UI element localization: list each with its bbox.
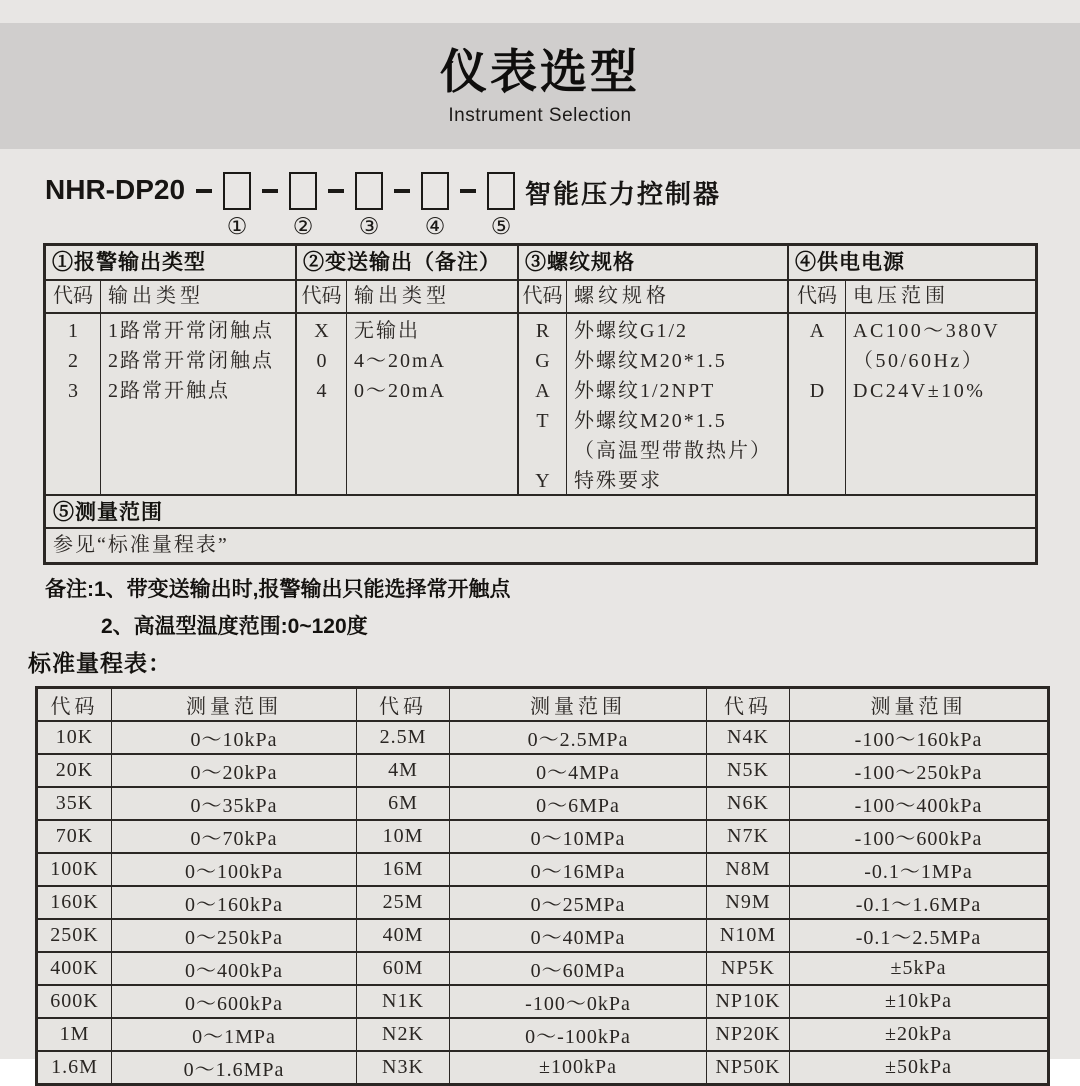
- range-value-cell: 0～4MPa: [450, 754, 707, 787]
- option-value: 0～20mA: [354, 380, 446, 402]
- range-value-cell: 0～160kPa: [112, 886, 357, 919]
- range-code-cell: 4M: [357, 754, 450, 787]
- option-value: 无输出: [354, 320, 420, 342]
- dash-separator: [262, 189, 278, 193]
- dash-separator: [460, 189, 476, 193]
- range-code-cell: 70K: [37, 820, 112, 853]
- code-value: R: [535, 320, 550, 342]
- value-header: 电压范围: [853, 285, 949, 307]
- range-value-cell: 0～60MPa: [450, 952, 707, 985]
- model-slot-4: [421, 172, 449, 240]
- range-code-cell: 1M: [37, 1018, 112, 1051]
- range-table-title: 标准量程表：: [28, 650, 172, 676]
- range-code-cell: 160K: [37, 886, 112, 919]
- option-body-row: [46, 314, 1035, 496]
- code-header: 代码: [46, 281, 101, 312]
- range-value-cell: 0～16MPa: [450, 853, 707, 886]
- range-value-cell: 0～100kPa: [112, 853, 357, 886]
- range-code-cell: 40M: [357, 919, 450, 952]
- range-value-cell: ±20kPa: [790, 1018, 1049, 1051]
- dash-separator: [328, 189, 344, 193]
- range-value-cell: 0～600kPa: [112, 985, 357, 1018]
- option-value: 特殊要求: [574, 470, 662, 492]
- range-code-cell: N5K: [707, 754, 790, 787]
- range-value-cell: 0～40MPa: [450, 919, 707, 952]
- range-code-cell: 25M: [357, 886, 450, 919]
- code-header: 代码: [519, 281, 567, 312]
- model-slot-1: [223, 172, 251, 240]
- range-code-cell: 400K: [37, 952, 112, 985]
- code-value: D: [809, 380, 825, 402]
- position-label-5: ⑤: [490, 214, 512, 239]
- thread-code-column: [519, 314, 567, 494]
- option-value: （50/60Hz）: [853, 350, 985, 372]
- table-row: [37, 1018, 1049, 1051]
- code-box-2: [289, 172, 317, 210]
- range-value-cell: 0～10MPa: [450, 820, 707, 853]
- range-value-cell: 0～25MPa: [450, 886, 707, 919]
- range-code-cell: NP5K: [707, 952, 790, 985]
- range-code-cell: NP50K: [707, 1051, 790, 1085]
- range-code-cell: N3K: [357, 1051, 450, 1085]
- model-slot-2: [289, 172, 317, 240]
- section-title-row: [46, 246, 1035, 281]
- code-value: A: [535, 380, 550, 402]
- table-row: [37, 787, 1049, 820]
- thread-value-column: [567, 314, 789, 494]
- table-row: [37, 919, 1049, 952]
- option-value: 2路常开触点: [108, 380, 230, 402]
- range-code-cell: N2K: [357, 1018, 450, 1051]
- range-code-cell: N10M: [707, 919, 790, 952]
- range-code-cell: 16M: [357, 853, 450, 886]
- model-slot-3: [355, 172, 383, 240]
- range-value-cell: 0～1MPa: [112, 1018, 357, 1051]
- option-value: 外螺纹1/2NPT: [574, 380, 716, 402]
- range-code-cell: N7K: [707, 820, 790, 853]
- power-code-column: [789, 314, 846, 494]
- table-row: [37, 853, 1049, 886]
- code-value: 1: [68, 320, 78, 342]
- table-row: [37, 820, 1049, 853]
- table-row: [37, 721, 1049, 754]
- model-prefix: NHR-DP20: [45, 174, 186, 205]
- code-box-3: [355, 172, 383, 210]
- section-title-power-supply: ④供电电源: [795, 251, 905, 274]
- value-header: 螺纹规格: [567, 281, 789, 312]
- range-value-cell: 0～250kPa: [112, 919, 357, 952]
- range-value-cell: -100～160kPa: [790, 721, 1049, 754]
- option-value: 2路常开常闭触点: [108, 350, 274, 372]
- position-label-1: ①: [226, 214, 248, 239]
- section-title-thread-spec: ③螺纹规格: [519, 246, 789, 279]
- remark-line-1: 备注:1、带变送输出时,报警输出只能选择常开触点: [45, 578, 511, 601]
- range-code-cell: 10M: [357, 820, 450, 853]
- table-row: [37, 1051, 1049, 1085]
- range-table-body: [37, 721, 1049, 1085]
- range-code-cell: N8M: [707, 853, 790, 886]
- range-code-cell: NP10K: [707, 985, 790, 1018]
- code-value: 4: [316, 380, 327, 402]
- position-label-3: ③: [358, 214, 380, 239]
- table-row: [37, 952, 1049, 985]
- alarm-value-column: [101, 314, 297, 494]
- option-value: 外螺纹G1/2: [574, 320, 688, 342]
- range-value-cell: 0～70kPa: [112, 820, 357, 853]
- range-value-cell: -100～600kPa: [790, 820, 1049, 853]
- model-code-line: [45, 172, 721, 240]
- option-value: 1路常开常闭触点: [108, 320, 274, 342]
- range-code-cell: N1K: [357, 985, 450, 1018]
- range-value-cell: ±100kPa: [450, 1051, 707, 1085]
- dash-separator: [394, 189, 410, 193]
- code-header: 代码: [789, 281, 846, 312]
- range-value-cell: 0～35kPa: [112, 787, 357, 820]
- option-value: 外螺纹M20*1.5: [574, 350, 727, 372]
- range-value-cell: 0～1.6MPa: [112, 1051, 357, 1085]
- column-header-row: [46, 281, 1035, 314]
- selection-table: [43, 243, 1038, 565]
- option-value: DC24V±10%: [853, 380, 986, 402]
- code-box-4: [421, 172, 449, 210]
- dash-separator: [196, 189, 212, 193]
- range-code-cell: N6K: [707, 787, 790, 820]
- code-value: [519, 436, 566, 466]
- col-header-range: 测量范围: [790, 688, 1049, 722]
- range-value-cell: -100～400kPa: [790, 787, 1049, 820]
- code-value: 3: [68, 380, 78, 402]
- range-value-cell: -0.1～1MPa: [790, 853, 1049, 886]
- code-value: 0: [316, 350, 327, 372]
- page-title: 仪表选型: [440, 45, 640, 98]
- range-code-cell: 250K: [37, 919, 112, 952]
- alarm-code-column: [46, 314, 101, 494]
- table-row: [37, 754, 1049, 787]
- standard-range-table: [35, 686, 1050, 1086]
- range-value-cell: -0.1～1.6MPa: [790, 886, 1049, 919]
- range-value-cell: 0～10kPa: [112, 721, 357, 754]
- measure-range-note: 参见“标准量程表”: [53, 534, 229, 556]
- code-value: Y: [535, 470, 550, 492]
- table-row: [37, 985, 1049, 1018]
- value-header: 输出类型: [101, 281, 297, 312]
- range-value-cell: ±10kPa: [790, 985, 1049, 1018]
- transmitter-value-column: [347, 314, 519, 494]
- code-header: 代码: [297, 281, 347, 312]
- header-band: [0, 23, 1080, 149]
- code-value: T: [536, 410, 549, 432]
- range-value-cell: 0～2.5MPa: [450, 721, 707, 754]
- model-product-name: 智能压力控制器: [525, 179, 722, 209]
- range-code-cell: NP20K: [707, 1018, 790, 1051]
- measure-range-row: ⑤测量范围: [46, 496, 1035, 529]
- code-value: A: [809, 320, 825, 342]
- range-value-cell: 0～400kPa: [112, 952, 357, 985]
- value-header: 输出类型: [347, 281, 519, 312]
- range-code-cell: 100K: [37, 853, 112, 886]
- range-code-cell: 20K: [37, 754, 112, 787]
- code-value: X: [314, 320, 329, 342]
- range-value-cell: 0～20kPa: [112, 754, 357, 787]
- range-code-cell: 35K: [37, 787, 112, 820]
- section-title-alarm-output: ①报警输出类型: [46, 246, 297, 279]
- code-box-5: [487, 172, 515, 210]
- col-header-range: 测量范围: [450, 688, 707, 722]
- col-header-code: 代码: [357, 688, 450, 722]
- option-value: 外螺纹M20*1.5: [574, 410, 727, 432]
- col-header-code: 代码: [37, 688, 112, 722]
- range-value-cell: 0～6MPa: [450, 787, 707, 820]
- col-header-code: 代码: [707, 688, 790, 722]
- range-code-cell: 600K: [37, 985, 112, 1018]
- range-code-cell: 6M: [357, 787, 450, 820]
- range-code-cell: 60M: [357, 952, 450, 985]
- code-box-1: [223, 172, 251, 210]
- col-header-range: 测量范围: [112, 688, 357, 722]
- range-code-cell: 2.5M: [357, 721, 450, 754]
- remark-line-2: 2、高温型温度范围:0~120度: [101, 615, 368, 638]
- range-value-cell: ±5kPa: [790, 952, 1049, 985]
- position-label-4: ④: [424, 214, 446, 239]
- range-value-cell: 0～-100kPa: [450, 1018, 707, 1051]
- range-code-cell: 10K: [37, 721, 112, 754]
- section-title-transmitter-output: ②变送输出（备注）: [297, 246, 519, 279]
- option-value: AC100～380V: [853, 320, 1001, 342]
- power-value-column: [846, 314, 1041, 494]
- range-value-cell: -0.1～2.5MPa: [790, 919, 1049, 952]
- range-value-cell: -100～0kPa: [450, 985, 707, 1018]
- range-code-cell: N4K: [707, 721, 790, 754]
- range-code-cell: 1.6M: [37, 1051, 112, 1085]
- range-value-cell: ±50kPa: [790, 1051, 1049, 1085]
- option-value: （高温型带散热片）: [574, 440, 772, 462]
- code-value: 2: [68, 350, 78, 372]
- table-row: [37, 886, 1049, 919]
- code-value: [789, 346, 845, 376]
- range-code-cell: N9M: [707, 886, 790, 919]
- range-header-row: [37, 688, 1049, 722]
- code-value: G: [535, 350, 550, 372]
- option-value: 4～20mA: [354, 350, 446, 372]
- position-label-2: ②: [292, 214, 314, 239]
- model-slot-5: [487, 172, 515, 240]
- remarks: [45, 571, 511, 645]
- range-value-cell: -100～250kPa: [790, 754, 1049, 787]
- transmitter-code-column: [297, 314, 347, 494]
- page-subtitle: Instrument Selection: [448, 105, 632, 126]
